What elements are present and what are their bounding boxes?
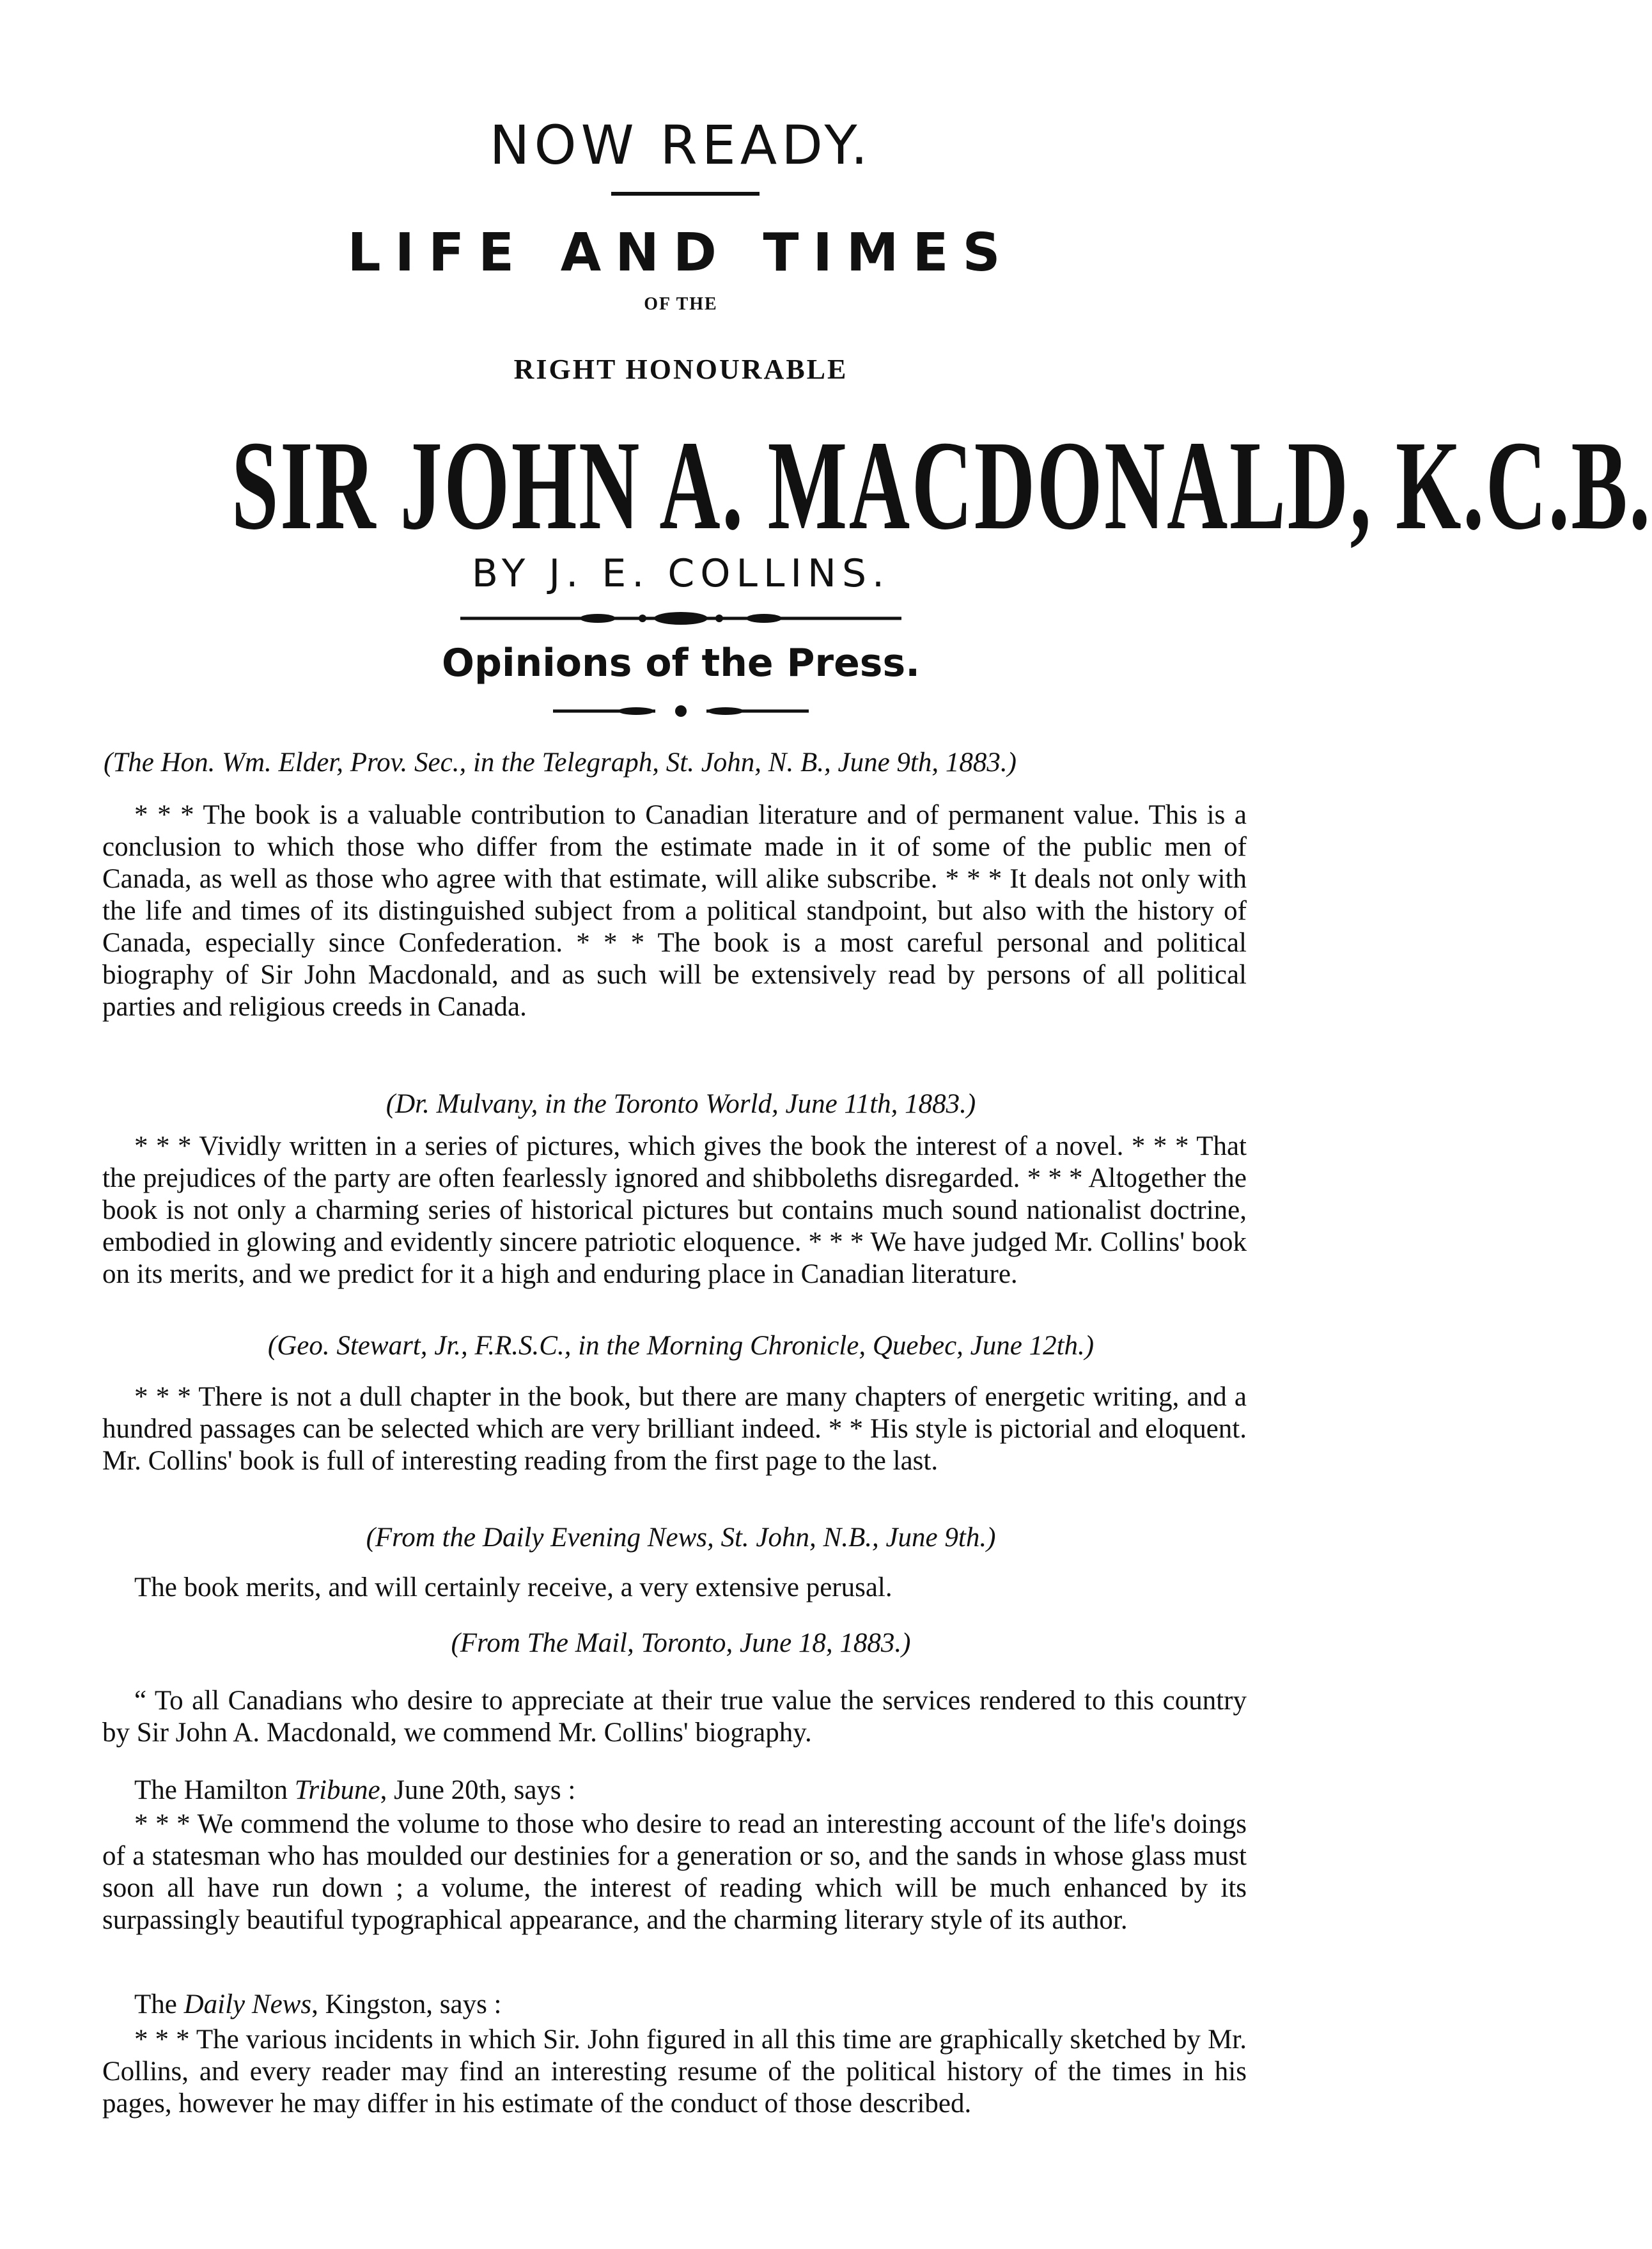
- review-source: (From the Daily Evening News, St. John, N.B., June 9th.): [366, 1523, 996, 1553]
- review-source: The Daily News, Kingston, says :: [134, 1989, 502, 2019]
- newspaper-name: Tribune: [294, 1775, 380, 1805]
- review-source: The Hamilton Tribune, June 20th, says :: [134, 1775, 576, 1805]
- ornamental-rule-lower: [547, 703, 815, 719]
- review-paragraph: * * * We commend the volume to those who desire to read an interesting account of the life's doings of a statesman who has moulded our destinies for a generation or so, and the sands in whose glass must soon all have run down ; a volume, the interest of reading which will be much enhanced by its surpassingly beautiful typographical appearance, and the charming literary style of its author.: [102, 1809, 1247, 1935]
- review-text: [102, 2024, 1247, 2120]
- honorific-line: RIGHT HONOURABLE: [513, 354, 848, 385]
- review-source: (Dr. Mulvany, in the Toronto World, June 11th, 1883.): [386, 1089, 976, 1119]
- book-title: LIFE AND TIMES: [347, 223, 1015, 283]
- review-source: (Geo. Stewart, Jr., F.R.S.C., in the Morning Chronicle, Quebec, June 12th.): [267, 1331, 1095, 1361]
- review-text: [102, 1685, 1247, 1749]
- heading-rule: [611, 192, 760, 196]
- review-text: [102, 1572, 1247, 1604]
- now-ready-heading: NOW READY.: [489, 114, 873, 176]
- newspaper-name: Daily News: [183, 1989, 312, 2019]
- of-the-line: OF THE: [644, 294, 718, 314]
- review-paragraph: * * * The book is a valuable contribution to Canadian literature and of permanent value. This is a conclusion to which those who differ from the estimate made in it of some of the public men of Canada, as well as those who agree with that estimate, will alike subscribe. * * * It deals not only with the life and times of its distinguished subject from a political standpoint, but also with the history of Canada, especially since Confederation. * * * The book is a most careful personal and political biography of Sir John Macdonald, and as such will be extensively read by persons of all political parties and religious creeds in Canada.: [102, 800, 1247, 1022]
- author-byline: BY J. E. COLLINS.: [471, 551, 891, 596]
- ornamental-rule-upper: [448, 611, 914, 626]
- section-title: Opinions of the Press.: [441, 641, 920, 686]
- review-text: [102, 1808, 1247, 1936]
- review-paragraph: “ To all Canadians who desire to appreciate at their true value the services rendered to this country by Sir John A. Macdonald, we commend Mr. Collins' biography.: [102, 1686, 1247, 1748]
- subject-name: SIR JOHN A. MACDONALD, K.C.B.: [231, 415, 1652, 556]
- review-paragraph: * * * There is not a dull chapter in the book, but there are many chapters of energetic writing, and a hundred passages can be selected which are very brilliant indeed. * * His style is pictorial and eloquent. Mr. Collins' book is full of interesting reading from the first page to the last.: [102, 1382, 1247, 1476]
- review-source: (From The Mail, Toronto, June 18, 1883.): [451, 1628, 911, 1658]
- review-text: [102, 1131, 1247, 1290]
- review-source: (The Hon. Wm. Elder, Prov. Sec., in the Telegraph, St. John, N. B., June 9th, 1883.): [104, 748, 1017, 778]
- review-paragraph: * * * The various incidents in which Sir. John figured in all this time are graphically sketched by Mr. Collins, and every reader may find an interesting resume of the political history of the times in his pages, however he may differ in his estimate of the conduct of those described.: [102, 2025, 1247, 2119]
- review-text: [102, 1381, 1247, 1477]
- review-paragraph: The book merits, and will certainly receive, a very extensive perusal.: [134, 1572, 892, 1603]
- review-text: [102, 799, 1247, 1023]
- review-paragraph: * * * Vividly written in a series of pictures, which gives the book the interest of a novel. * * * That the prejudices of the party are often fearlessly ignored and shibboleths disregarded. * * * Altogether the book is not only a charming series of historical pictures but contains much sound nationalist doctrine, embodied in glowing and evidently sincere patriotic eloquence. * * * We have judged Mr. Collins' book on its merits, and we predict for it a high and enduring place in Canadian literature.: [102, 1131, 1247, 1289]
